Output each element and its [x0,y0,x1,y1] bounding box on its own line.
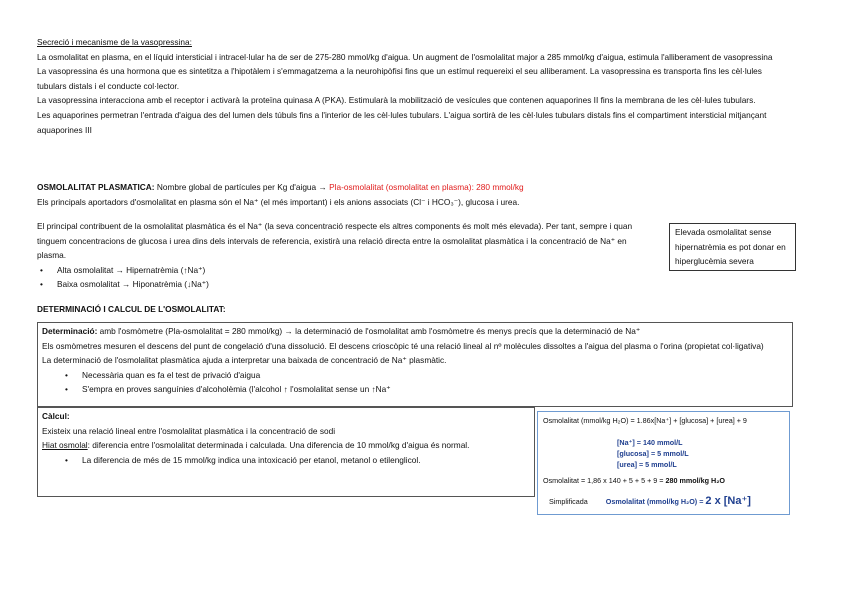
formula-worked-example [543,475,784,486]
determination-intro [42,324,788,339]
simplified-text: Osmolalitat (mmol/kg H₂O) = [605,497,706,506]
paragraph-pka-activation: La vasopressina interacciona amb el receptor i activarà la proteïna quinasa A (PKA). Estimularà la mobilització de vesícules que contenen aquaporines II fins la membrana de les cèl·lules tubulars. [37,95,756,106]
worked-result: 280 mmol/kg H₂O [665,476,725,485]
osmolal-gap-list [42,453,530,468]
determination-cryoscopy: Els osmòmetres mesuren el descens del punt de congelació d'una dissolució. El descens crioscòpic té una relació lineal al nº molècules dissoltes a l'aigua del plasma o l'orina (propietat col·ligativa) [42,340,764,351]
vasopressin-section [37,35,787,137]
urea-reference: [urea] = 5 mmol/L [617,460,677,469]
osmolal-gap-text: : diferencia entre l'osmolalitat determinada i calculada. Una diferencia de 10 mmol/kg d'aigua és normal. [87,440,470,451]
pla-osmolality-value: Pla-osmolalitat (osmolalitat en plasma): 280 mmol/kg [329,182,524,192]
osmolality-natremia-list [37,263,657,292]
formula-full: Osmolalitat (mmol/kg H₂O) = 1.86x[Na⁺] + [glucosa] + [urea] + 9 [543,416,747,425]
plasma-osmolality-section [37,180,797,209]
section-title-determination: DETERMINACIÓ I CALCUL DE L'OSMOLALITAT: [37,304,226,314]
plasma-osmolality-text: Nombre global de partícules per Kg d'aigua → [154,182,330,192]
reference-values [543,437,784,470]
glucose-reference: [glucosa] = 5 mmol/L [617,449,689,458]
simplified-value: 2 x [Na⁺] [705,495,751,507]
section-title-vasopressin: Secreció i mecanisme de la vasopressina: [37,37,192,47]
paragraph-osmolality-range: La osmolalitat en plasma, en el líquid intersticial i intracel·lular ha de ser de 275-280 mmol/kg d'aigua. Un augment de l'osmolalitat major a 285 mmol/kg d'aigua, estimula l'alliberament de vasopressina [37,51,773,62]
list-item: • S'empra en proves sanguínies d'alcoholèmia (l'alcohol ↑ l'osmolalitat sense un ↑Na⁺ [62,382,788,397]
plasma-osmolality-definition [37,180,797,195]
sodium-contribution-section [37,219,657,292]
calculation-label: Càlcul: [42,411,70,421]
worked-expression: Osmolalitat = 1,86 x 140 + 5 + 5 + 9 = [543,476,666,485]
formula-simplified [543,496,784,507]
list-item: • La diferencia de més de 15 mmol/kg indica una intoxicació per etanol, metanol o etilenglicol. [62,453,530,468]
calculation-linear-relation: Existeix una relació lineal entre l'osmolalitat plasmàtica i la concentració de sodi [42,425,336,436]
determination-box [37,322,793,407]
plasma-osmolality-label: OSMOLALITAT PLASMATICA: [37,182,155,192]
osmolal-gap-definition [42,438,530,453]
simplified-label: Simplificada [549,497,588,506]
paragraph-vasopressin-synthesis: La vasopressina és una hormona que es sintetitza a l'hipotàlem i s'emmagatzema a la neurohipòfisi fins que un estímul requereixi el seu alliberament. La vasopressina es transporta fins les cèl·lules tubulars distals i el conducte col·lector. [37,66,762,91]
paragraph-sodium-main: El principal contribuent de la osmolalitat plasmàtica és el Na⁺ (la seva concentració respecte els altres components és molt més elevada). Per tant, sempre i quan tinguem concentracions de glucosa i urea dins dels intervals de referencia, existirà una relació directa entre la osmolalitat plasmàtica i la concentració de Na⁺ en plasma. [37,221,633,261]
sodium-reference: [Na⁺] = 140 mmol/L [617,438,683,447]
calculation-box [37,407,535,497]
list-item: • Necessària quan es fa el test de privació d'aigua [62,368,788,383]
determination-text: amb l'osmòmetre (Pla-osmolalitat = 280 mmol/kg) → la determinació de l'osmolalitat amb l'osmòmetre és menys precís que la determinació de Na⁺ [97,326,641,336]
osmolal-gap-label: Hiat osmolal [42,440,88,451]
determination-label: Determinació: [42,326,98,336]
determination-uses-list [42,368,788,397]
list-item: • Alta osmolalitat → Hipernatrèmia (↑Na⁺) [37,263,657,278]
determination-sodium-drop: La determinació de l'osmolalitat plasmàtica ajuda a interpretar una baixada de concentració de Na⁺ plasmàtic. [42,355,447,366]
paragraph-aquaporins: Les aquaporines permetran l'entrada d'aigua des del lumen dels túbuls fins a l'interior de les cèl·lules tubulars. L'aigua sortirà de les cèl·lules tubulars distals fins el compartiment intersticial mitjançant aquaporines III [37,109,767,135]
plasma-contributors: Els principals aportadors d'osmolalitat en plasma són el Na⁺ (el més important) i els anions associats (Cl⁻ i HCO₃⁻), glucosa i urea. [37,196,520,207]
list-item: • Baixa osmolalitat → Hiponatrèmia (↓Na⁺) [37,277,657,292]
hyperglycemia-note: Elevada osmolalitat sense hipernatrèmia es pot donar en hiperglucèmia severa [669,223,796,271]
osmolality-formula-figure [537,411,790,515]
